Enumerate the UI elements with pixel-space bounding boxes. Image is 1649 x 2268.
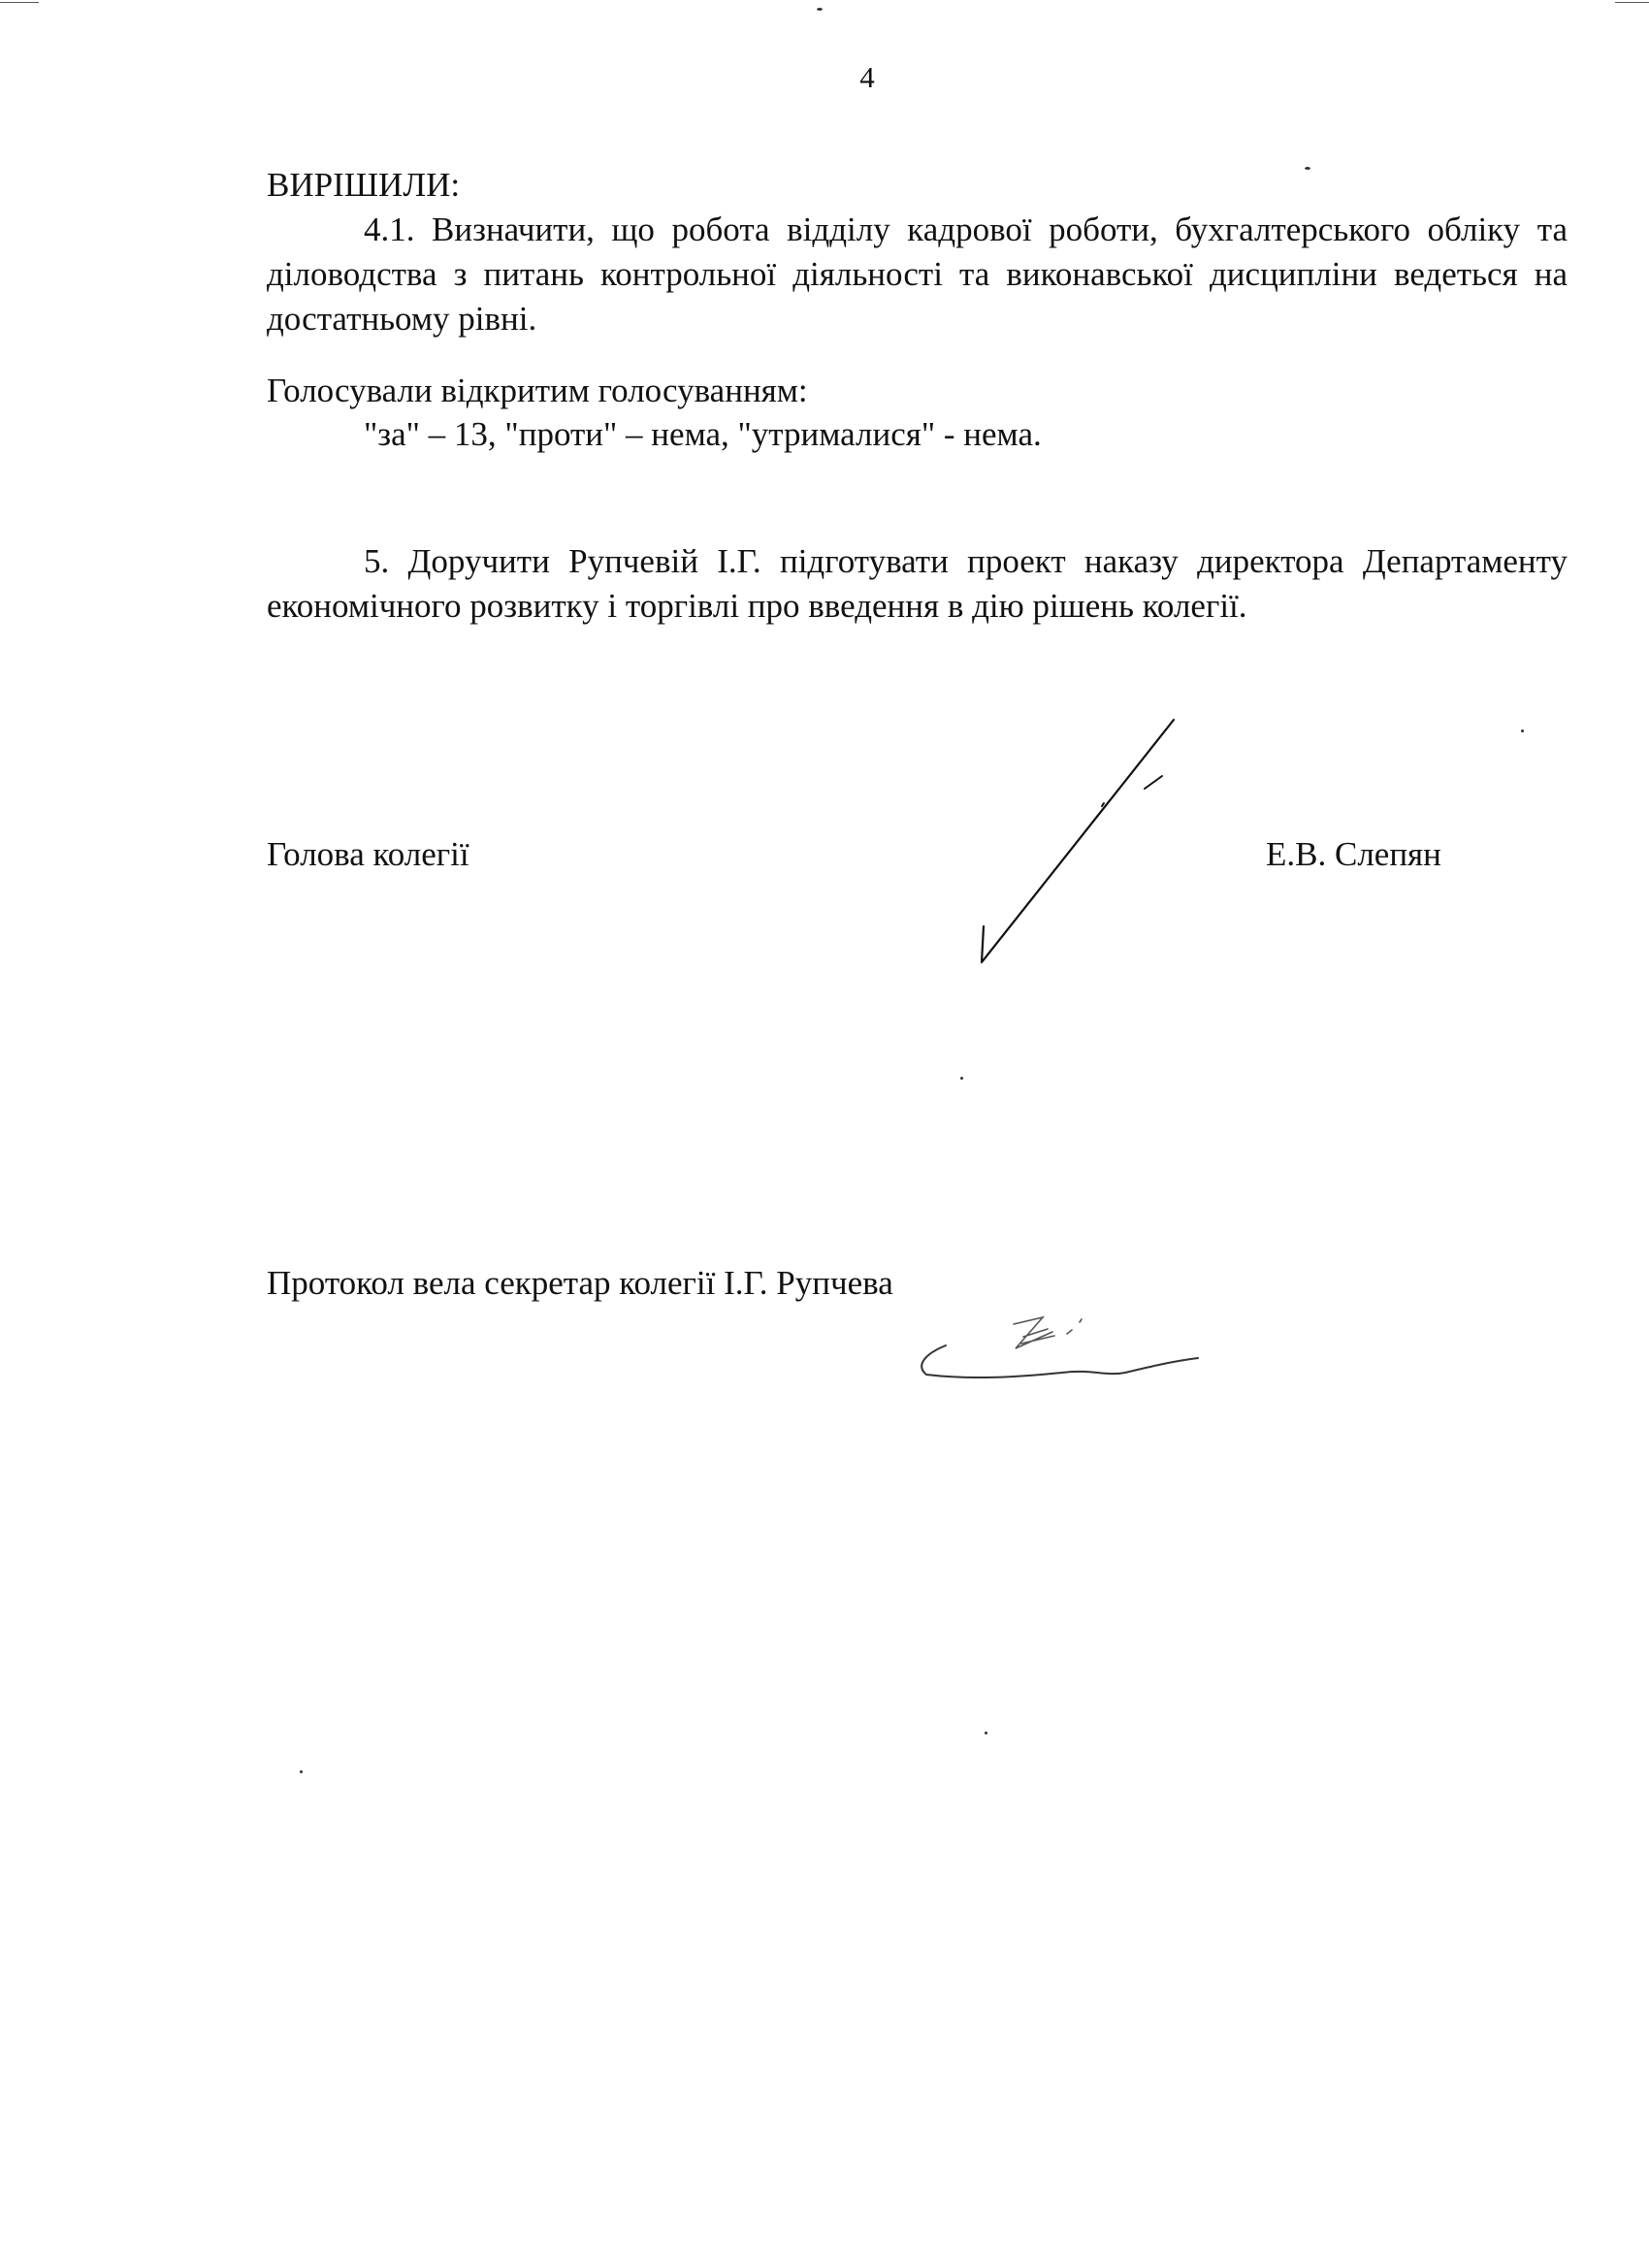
chair-name: Е.В. Слепян (1266, 835, 1441, 873)
decision-item-4-1: 4.1. Визначити, що робота відділу кадрової роботи, бухгалтерського обліку та діловодства з питань контрольної діяльності та виконавської дисципліни ведеться на достатньому рівні. (267, 211, 1568, 338)
scan-mark (960, 1077, 963, 1080)
scan-edge-right (1615, 2, 1649, 3)
decision-heading: ВИРІШИЛИ: (267, 166, 461, 204)
voting-heading: Голосували відкритим голосуванням: (267, 372, 808, 409)
scan-mark (300, 1770, 303, 1773)
voting-result: "за" – 13, "проти" – нема, "утрималися" - нема. (364, 415, 1042, 453)
page-number: 4 (859, 60, 875, 94)
protocol-line: Протокол вела секретар колегії І.Г. Рупчева (267, 1264, 893, 1302)
chair-signature (960, 708, 1193, 970)
scan-mark (1521, 729, 1524, 732)
scan-edge-left (0, 2, 39, 3)
decision-item-5: 5. Доручити Рупчевій І.Г. підготувати проект наказу директора Департаменту економічного розвитку і торгівлі про введення в дію рішень колегії. (267, 542, 1568, 625)
scan-mark (817, 8, 823, 11)
chair-label: Голова колегії (267, 835, 469, 873)
scan-mark (985, 1732, 987, 1734)
secretary-signature (907, 1305, 1208, 1411)
